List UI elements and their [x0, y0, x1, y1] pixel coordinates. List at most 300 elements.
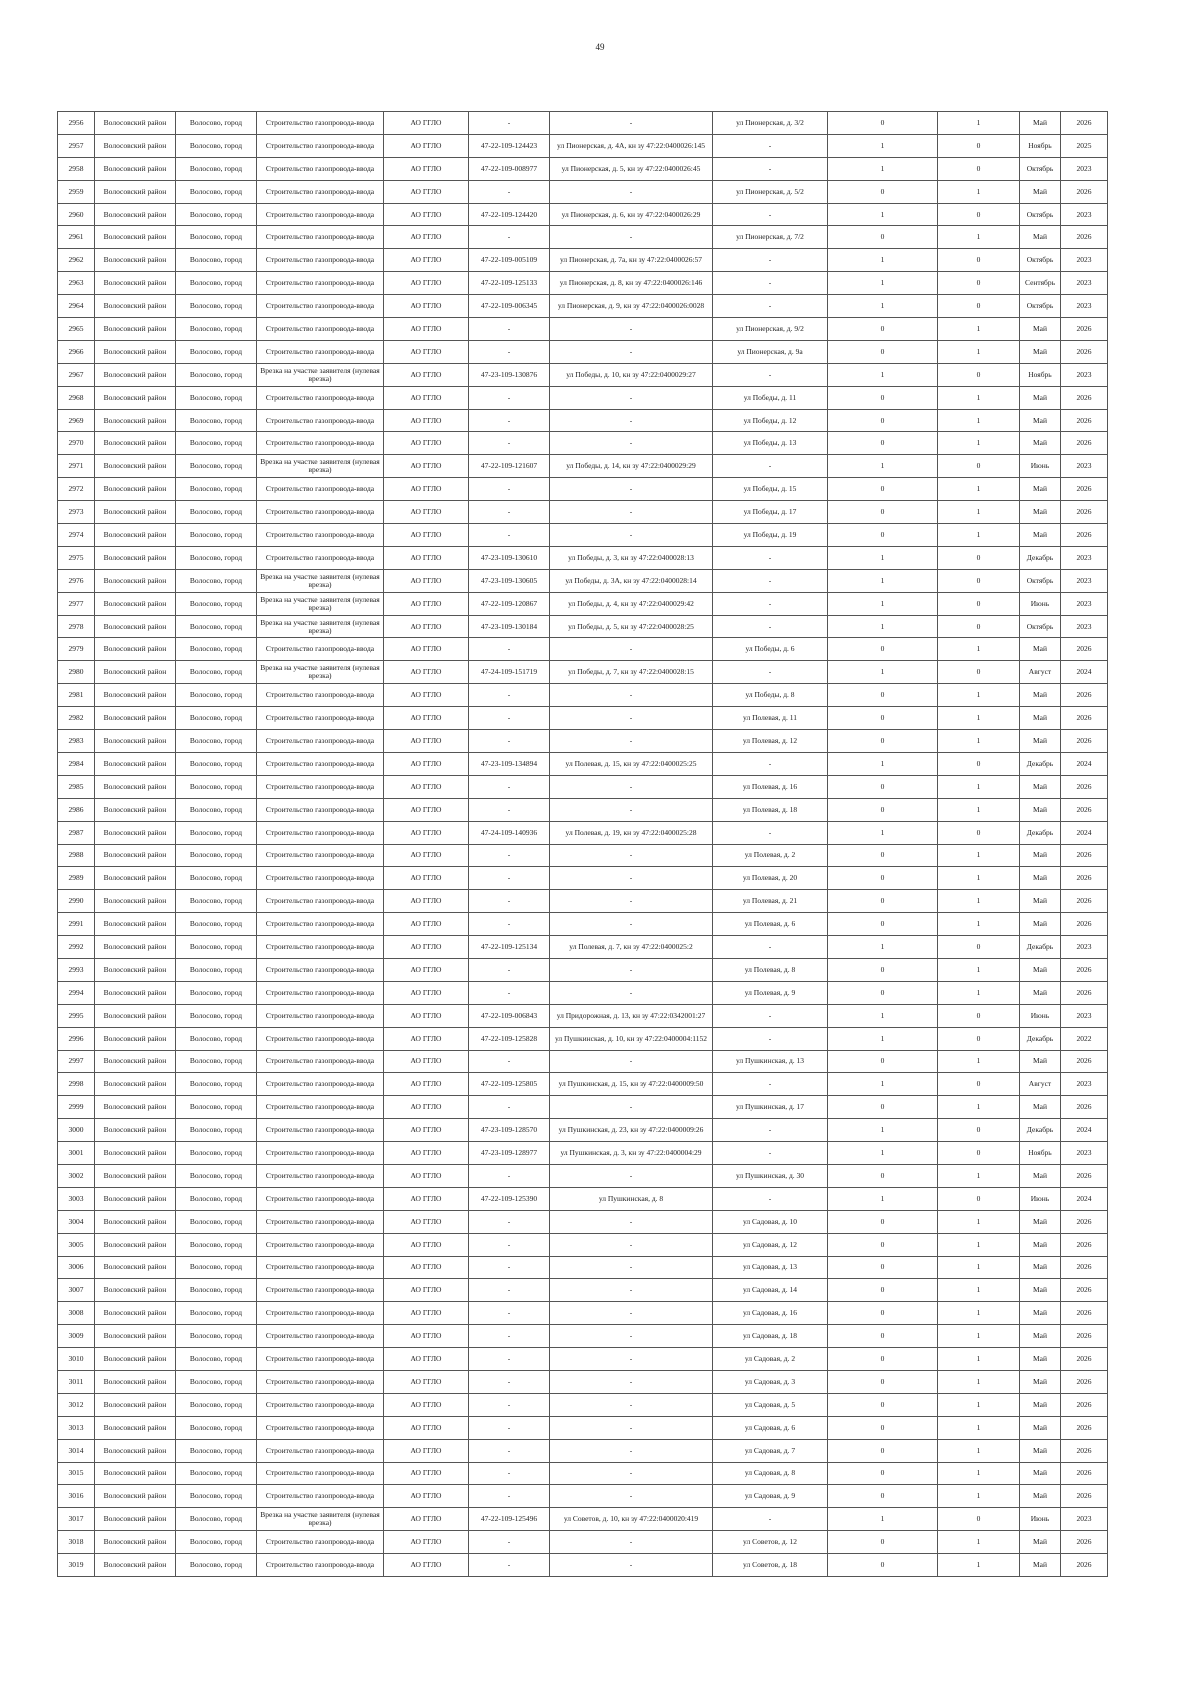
cell-work-type: Строительство газопровода-ввода: [257, 1554, 384, 1577]
cell-value-a: 1: [828, 455, 938, 478]
cell-value-a: 1: [828, 157, 938, 180]
cell-district: Волосовский район: [95, 134, 176, 157]
cell-cadastral-address: -: [550, 1050, 713, 1073]
cell-value-a: 0: [828, 318, 938, 341]
table-row: [58, 455, 1108, 478]
cell-value-a: 0: [828, 1325, 938, 1348]
table-row: [58, 1370, 1108, 1393]
cell-district: Волосовский район: [95, 1462, 176, 1485]
cell-row-number: 3014: [58, 1439, 95, 1462]
cell-value-a: 0: [828, 409, 938, 432]
cell-organization: АО ГГЛО: [384, 615, 469, 638]
cell-work-type: Строительство газопровода-ввода: [257, 340, 384, 363]
cell-month: Сентябрь: [1020, 272, 1061, 295]
cell-year: 2023: [1061, 363, 1108, 386]
cell-settlement: Волосово, город: [176, 1348, 257, 1371]
cell-year: 2023: [1061, 295, 1108, 318]
cell-month: Май: [1020, 1164, 1061, 1187]
cell-cadastral-address: -: [550, 1325, 713, 1348]
cell-value-a: 1: [828, 1119, 938, 1142]
cell-row-number: 2994: [58, 981, 95, 1004]
cell-cadastral-address: -: [550, 798, 713, 821]
cell-year: 2026: [1061, 432, 1108, 455]
cell-year: 2026: [1061, 1164, 1108, 1187]
cell-month: Май: [1020, 1462, 1061, 1485]
table-row: [58, 1256, 1108, 1279]
table-row: [58, 1416, 1108, 1439]
cell-work-type: Строительство газопровода-ввода: [257, 295, 384, 318]
cell-value-a: 1: [828, 249, 938, 272]
cell-address: ул Пионерская, д. 9/2: [713, 318, 828, 341]
cell-year: 2026: [1061, 730, 1108, 753]
cell-month: Май: [1020, 409, 1061, 432]
cell-application-number: -: [469, 1164, 550, 1187]
cell-application-number: 47-22-109-125828: [469, 1027, 550, 1050]
cell-value-a: 0: [828, 707, 938, 730]
cell-organization: АО ГГЛО: [384, 1370, 469, 1393]
cell-value-b: 1: [938, 707, 1020, 730]
cell-value-a: 1: [828, 936, 938, 959]
cell-year: 2026: [1061, 1393, 1108, 1416]
cell-application-number: 47-23-109-128570: [469, 1119, 550, 1142]
cell-settlement: Волосово, город: [176, 1256, 257, 1279]
cell-year: 2026: [1061, 1302, 1108, 1325]
cell-work-type: Строительство газопровода-ввода: [257, 1142, 384, 1165]
cell-work-type: Строительство газопровода-ввода: [257, 501, 384, 524]
cell-district: Волосовский район: [95, 1302, 176, 1325]
cell-year: 2026: [1061, 478, 1108, 501]
cell-cadastral-address: ул Пионерская, д. 8, кн зу 47:22:0400026:146: [550, 272, 713, 295]
cell-row-number: 3003: [58, 1187, 95, 1210]
cell-address: -: [713, 1142, 828, 1165]
cell-work-type: Строительство газопровода-ввода: [257, 386, 384, 409]
cell-cadastral-address: -: [550, 1233, 713, 1256]
cell-year: 2026: [1061, 707, 1108, 730]
cell-row-number: 3019: [58, 1554, 95, 1577]
cell-address: ул Садовая, д. 6: [713, 1416, 828, 1439]
cell-cadastral-address: -: [550, 707, 713, 730]
cell-value-a: 0: [828, 775, 938, 798]
cell-row-number: 2976: [58, 569, 95, 592]
cell-value-b: 1: [938, 1210, 1020, 1233]
cell-month: Май: [1020, 890, 1061, 913]
cell-application-number: 47-22-109-125805: [469, 1073, 550, 1096]
cell-settlement: Волосово, город: [176, 546, 257, 569]
cell-month: Май: [1020, 1050, 1061, 1073]
cell-work-type: Врезка на участке заявителя (нулевая врезка): [257, 455, 384, 478]
cell-address: ул Победы, д. 8: [713, 684, 828, 707]
cell-organization: АО ГГЛО: [384, 409, 469, 432]
cell-value-b: 0: [938, 821, 1020, 844]
cell-value-a: 0: [828, 112, 938, 135]
cell-organization: АО ГГЛО: [384, 1210, 469, 1233]
cell-district: Волосовский район: [95, 1187, 176, 1210]
cell-value-b: 0: [938, 752, 1020, 775]
cell-work-type: Строительство газопровода-ввода: [257, 752, 384, 775]
cell-value-b: 1: [938, 226, 1020, 249]
cell-value-a: 0: [828, 1439, 938, 1462]
cell-cadastral-address: -: [550, 432, 713, 455]
cell-district: Волосовский район: [95, 981, 176, 1004]
cell-cadastral-address: -: [550, 775, 713, 798]
cell-value-a: 0: [828, 684, 938, 707]
cell-value-b: 1: [938, 340, 1020, 363]
cell-month: Октябрь: [1020, 249, 1061, 272]
cell-address: ул Полевая, д. 6: [713, 913, 828, 936]
cell-value-a: 0: [828, 1210, 938, 1233]
cell-application-number: -: [469, 318, 550, 341]
cell-month: Май: [1020, 1348, 1061, 1371]
cell-value-b: 1: [938, 501, 1020, 524]
cell-district: Волосовский район: [95, 340, 176, 363]
cell-value-b: 0: [938, 455, 1020, 478]
cell-month: Май: [1020, 638, 1061, 661]
cell-work-type: Строительство газопровода-ввода: [257, 1325, 384, 1348]
cell-settlement: Волосово, город: [176, 1508, 257, 1531]
cell-row-number: 2966: [58, 340, 95, 363]
cell-settlement: Волосово, город: [176, 798, 257, 821]
cell-application-number: -: [469, 1370, 550, 1393]
table-row: [58, 1210, 1108, 1233]
cell-work-type: Строительство газопровода-ввода: [257, 821, 384, 844]
table-row: [58, 295, 1108, 318]
cell-application-number: -: [469, 684, 550, 707]
cell-value-a: 0: [828, 1279, 938, 1302]
cell-value-b: 1: [938, 1554, 1020, 1577]
cell-work-type: Строительство газопровода-ввода: [257, 1233, 384, 1256]
cell-month: Декабрь: [1020, 752, 1061, 775]
cell-value-a: 0: [828, 478, 938, 501]
table-row: [58, 821, 1108, 844]
table-row: [58, 1348, 1108, 1371]
cell-work-type: Строительство газопровода-ввода: [257, 1439, 384, 1462]
cell-application-number: -: [469, 112, 550, 135]
cell-organization: АО ГГЛО: [384, 661, 469, 684]
cell-value-b: 1: [938, 1325, 1020, 1348]
cell-cadastral-address: -: [550, 524, 713, 547]
cell-year: 2026: [1061, 913, 1108, 936]
cell-month: Июнь: [1020, 1004, 1061, 1027]
cell-settlement: Волосово, город: [176, 1119, 257, 1142]
cell-organization: АО ГГЛО: [384, 775, 469, 798]
cell-year: 2026: [1061, 981, 1108, 1004]
table-row: [58, 775, 1108, 798]
cell-month: Ноябрь: [1020, 1142, 1061, 1165]
cell-cadastral-address: ул Победы, д. 3, кн зу 47:22:0400028:13: [550, 546, 713, 569]
cell-year: 2023: [1061, 592, 1108, 615]
cell-organization: АО ГГЛО: [384, 821, 469, 844]
cell-organization: АО ГГЛО: [384, 1393, 469, 1416]
cell-district: Волосовский район: [95, 798, 176, 821]
cell-row-number: 3013: [58, 1416, 95, 1439]
cell-value-a: 0: [828, 180, 938, 203]
cell-district: Волосовский район: [95, 203, 176, 226]
cell-settlement: Волосово, город: [176, 340, 257, 363]
table-row: [58, 1233, 1108, 1256]
cell-year: 2023: [1061, 157, 1108, 180]
cell-value-a: 1: [828, 1004, 938, 1027]
cell-year: 2026: [1061, 1531, 1108, 1554]
cell-organization: АО ГГЛО: [384, 730, 469, 753]
cell-work-type: Строительство газопровода-ввода: [257, 1531, 384, 1554]
cell-district: Волосовский район: [95, 157, 176, 180]
cell-value-a: 1: [828, 1027, 938, 1050]
cell-month: Ноябрь: [1020, 363, 1061, 386]
table-row: [58, 1554, 1108, 1577]
cell-application-number: 47-22-109-006843: [469, 1004, 550, 1027]
cell-month: Май: [1020, 1096, 1061, 1119]
cell-application-number: 47-23-109-130610: [469, 546, 550, 569]
cell-application-number: -: [469, 707, 550, 730]
cell-district: Волосовский район: [95, 386, 176, 409]
cell-settlement: Волосово, город: [176, 1164, 257, 1187]
cell-year: 2026: [1061, 1485, 1108, 1508]
cell-application-number: 47-22-109-124420: [469, 203, 550, 226]
cell-cadastral-address: -: [550, 890, 713, 913]
cell-value-a: 0: [828, 1393, 938, 1416]
cell-cadastral-address: -: [550, 318, 713, 341]
cell-address: -: [713, 203, 828, 226]
cell-district: Волосовский район: [95, 1439, 176, 1462]
cell-value-a: 0: [828, 867, 938, 890]
cell-value-b: 0: [938, 936, 1020, 959]
cell-organization: АО ГГЛО: [384, 318, 469, 341]
table-row: [58, 1485, 1108, 1508]
cell-year: 2026: [1061, 1096, 1108, 1119]
cell-value-a: 0: [828, 913, 938, 936]
cell-value-a: 0: [828, 1164, 938, 1187]
cell-work-type: Врезка на участке заявителя (нулевая врезка): [257, 661, 384, 684]
cell-organization: АО ГГЛО: [384, 981, 469, 1004]
cell-application-number: -: [469, 1531, 550, 1554]
cell-address: ул Полевая, д. 11: [713, 707, 828, 730]
cell-application-number: -: [469, 432, 550, 455]
cell-cadastral-address: -: [550, 1256, 713, 1279]
cell-district: Волосовский район: [95, 844, 176, 867]
cell-cadastral-address: -: [550, 730, 713, 753]
cell-application-number: 47-23-109-130876: [469, 363, 550, 386]
cell-address: ул Садовая, д. 9: [713, 1485, 828, 1508]
cell-address: ул Победы, д. 11: [713, 386, 828, 409]
cell-application-number: 47-22-109-125134: [469, 936, 550, 959]
cell-settlement: Волосово, город: [176, 272, 257, 295]
cell-application-number: -: [469, 958, 550, 981]
table-row: [58, 478, 1108, 501]
cell-month: Май: [1020, 1256, 1061, 1279]
cell-value-b: 1: [938, 867, 1020, 890]
table-row: [58, 1050, 1108, 1073]
table-row: [58, 157, 1108, 180]
table-row: [58, 1187, 1108, 1210]
cell-organization: АО ГГЛО: [384, 1554, 469, 1577]
cell-year: 2024: [1061, 661, 1108, 684]
cell-year: 2023: [1061, 936, 1108, 959]
cell-year: 2026: [1061, 409, 1108, 432]
cell-value-a: 1: [828, 203, 938, 226]
cell-work-type: Строительство газопровода-ввода: [257, 1485, 384, 1508]
cell-address: ул Победы, д. 12: [713, 409, 828, 432]
cell-address: ул Садовая, д. 18: [713, 1325, 828, 1348]
cell-month: Май: [1020, 981, 1061, 1004]
cell-work-type: Строительство газопровода-ввода: [257, 272, 384, 295]
cell-work-type: Врезка на участке заявителя (нулевая врезка): [257, 592, 384, 615]
cell-application-number: 47-24-109-151719: [469, 661, 550, 684]
cell-application-number: -: [469, 1485, 550, 1508]
cell-year: 2023: [1061, 1142, 1108, 1165]
cell-work-type: Строительство газопровода-ввода: [257, 707, 384, 730]
cell-row-number: 2980: [58, 661, 95, 684]
cell-address: ул Садовая, д. 16: [713, 1302, 828, 1325]
cell-month: Май: [1020, 1210, 1061, 1233]
cell-row-number: 2999: [58, 1096, 95, 1119]
cell-cadastral-address: -: [550, 1302, 713, 1325]
cell-row-number: 3002: [58, 1164, 95, 1187]
cell-year: 2023: [1061, 1004, 1108, 1027]
cell-year: 2023: [1061, 455, 1108, 478]
cell-work-type: Строительство газопровода-ввода: [257, 1348, 384, 1371]
cell-settlement: Волосово, город: [176, 432, 257, 455]
table-row: [58, 340, 1108, 363]
cell-settlement: Волосово, город: [176, 1439, 257, 1462]
cell-work-type: Строительство газопровода-ввода: [257, 958, 384, 981]
cell-value-b: 1: [938, 180, 1020, 203]
cell-settlement: Волосово, город: [176, 363, 257, 386]
cell-settlement: Волосово, город: [176, 821, 257, 844]
cell-year: 2026: [1061, 844, 1108, 867]
cell-address: -: [713, 546, 828, 569]
cell-cadastral-address: -: [550, 112, 713, 135]
cell-organization: АО ГГЛО: [384, 1119, 469, 1142]
cell-application-number: 47-24-109-140936: [469, 821, 550, 844]
cell-district: Волосовский район: [95, 1416, 176, 1439]
cell-address: -: [713, 821, 828, 844]
cell-work-type: Строительство газопровода-ввода: [257, 1096, 384, 1119]
cell-organization: АО ГГЛО: [384, 272, 469, 295]
cell-address: ул Победы, д. 17: [713, 501, 828, 524]
cell-month: Декабрь: [1020, 1119, 1061, 1142]
cell-settlement: Волосово, город: [176, 1393, 257, 1416]
cell-work-type: Строительство газопровода-ввода: [257, 112, 384, 135]
cell-settlement: Волосово, город: [176, 890, 257, 913]
cell-district: Волосовский район: [95, 1119, 176, 1142]
cell-cadastral-address: ул Пушкинская, д. 10, кн зу 47:22:0400004:1152: [550, 1027, 713, 1050]
cell-settlement: Волосово, город: [176, 981, 257, 1004]
cell-month: Май: [1020, 730, 1061, 753]
cell-work-type: Строительство газопровода-ввода: [257, 1302, 384, 1325]
cell-work-type: Строительство газопровода-ввода: [257, 913, 384, 936]
cell-month: Май: [1020, 478, 1061, 501]
cell-address: ул Полевая, д. 18: [713, 798, 828, 821]
cell-value-b: 1: [938, 844, 1020, 867]
cell-cadastral-address: ул Пионерская, д. 6, кн зу 47:22:0400026:29: [550, 203, 713, 226]
cell-row-number: 2959: [58, 180, 95, 203]
table-row: [58, 569, 1108, 592]
cell-application-number: -: [469, 638, 550, 661]
cell-address: ул Советов, д. 12: [713, 1531, 828, 1554]
cell-value-a: 0: [828, 1531, 938, 1554]
cell-year: 2023: [1061, 203, 1108, 226]
cell-value-a: 0: [828, 798, 938, 821]
cell-organization: АО ГГЛО: [384, 958, 469, 981]
cell-cadastral-address: ул Победы, д. 3А, кн зу 47:22:0400028:14: [550, 569, 713, 592]
cell-work-type: Строительство газопровода-ввода: [257, 1027, 384, 1050]
cell-row-number: 2962: [58, 249, 95, 272]
cell-month: Ноябрь: [1020, 134, 1061, 157]
cell-value-b: 1: [938, 684, 1020, 707]
cell-district: Волосовский район: [95, 1027, 176, 1050]
cell-district: Волосовский район: [95, 180, 176, 203]
cell-address: -: [713, 936, 828, 959]
cell-organization: АО ГГЛО: [384, 844, 469, 867]
cell-settlement: Волосово, город: [176, 730, 257, 753]
table-row: [58, 1439, 1108, 1462]
cell-work-type: Строительство газопровода-ввода: [257, 524, 384, 547]
cell-district: Волосовский район: [95, 363, 176, 386]
cell-application-number: -: [469, 1279, 550, 1302]
cell-value-a: 0: [828, 1416, 938, 1439]
cell-organization: АО ГГЛО: [384, 592, 469, 615]
cell-district: Волосовский район: [95, 409, 176, 432]
cell-work-type: Строительство газопровода-ввода: [257, 318, 384, 341]
cell-year: 2026: [1061, 684, 1108, 707]
cell-cadastral-address: ул Пушкинская, д. 15, кн зу 47:22:0400009:50: [550, 1073, 713, 1096]
cell-address: -: [713, 592, 828, 615]
table-row: [58, 684, 1108, 707]
cell-application-number: -: [469, 340, 550, 363]
cell-settlement: Волосово, город: [176, 478, 257, 501]
cell-address: ул Садовая, д. 14: [713, 1279, 828, 1302]
cell-settlement: Волосово, город: [176, 1142, 257, 1165]
cell-address: ул Полевая, д. 16: [713, 775, 828, 798]
cell-organization: АО ГГЛО: [384, 684, 469, 707]
table-row: [58, 638, 1108, 661]
cell-settlement: Волосово, город: [176, 752, 257, 775]
cell-value-a: 0: [828, 1096, 938, 1119]
cell-work-type: Строительство газопровода-ввода: [257, 684, 384, 707]
cell-row-number: 3010: [58, 1348, 95, 1371]
cell-work-type: Врезка на участке заявителя (нулевая врезка): [257, 569, 384, 592]
cell-address: ул Пушкинская, д. 17: [713, 1096, 828, 1119]
cell-application-number: -: [469, 1050, 550, 1073]
table-body: [58, 112, 1108, 1577]
cell-value-b: 1: [938, 798, 1020, 821]
table-row: [58, 1096, 1108, 1119]
cell-year: 2026: [1061, 1050, 1108, 1073]
cell-organization: АО ГГЛО: [384, 180, 469, 203]
cell-row-number: 2981: [58, 684, 95, 707]
cell-organization: АО ГГЛО: [384, 226, 469, 249]
cell-district: Волосовский район: [95, 272, 176, 295]
cell-value-b: 1: [938, 112, 1020, 135]
cell-row-number: 2993: [58, 958, 95, 981]
table-row: [58, 661, 1108, 684]
cell-district: Волосовский район: [95, 958, 176, 981]
cell-organization: АО ГГЛО: [384, 340, 469, 363]
cell-row-number: 2996: [58, 1027, 95, 1050]
cell-address: ул Полевая, д. 9: [713, 981, 828, 1004]
cell-value-b: 1: [938, 1302, 1020, 1325]
cell-district: Волосовский район: [95, 592, 176, 615]
cell-cadastral-address: -: [550, 226, 713, 249]
cell-application-number: 47-22-109-125496: [469, 1508, 550, 1531]
cell-application-number: 47-22-109-120867: [469, 592, 550, 615]
cell-address: ул Полевая, д. 20: [713, 867, 828, 890]
table-row: [58, 890, 1108, 913]
table-row: [58, 707, 1108, 730]
cell-address: ул Пушкинская, д. 30: [713, 1164, 828, 1187]
cell-year: 2023: [1061, 615, 1108, 638]
cell-month: Май: [1020, 844, 1061, 867]
